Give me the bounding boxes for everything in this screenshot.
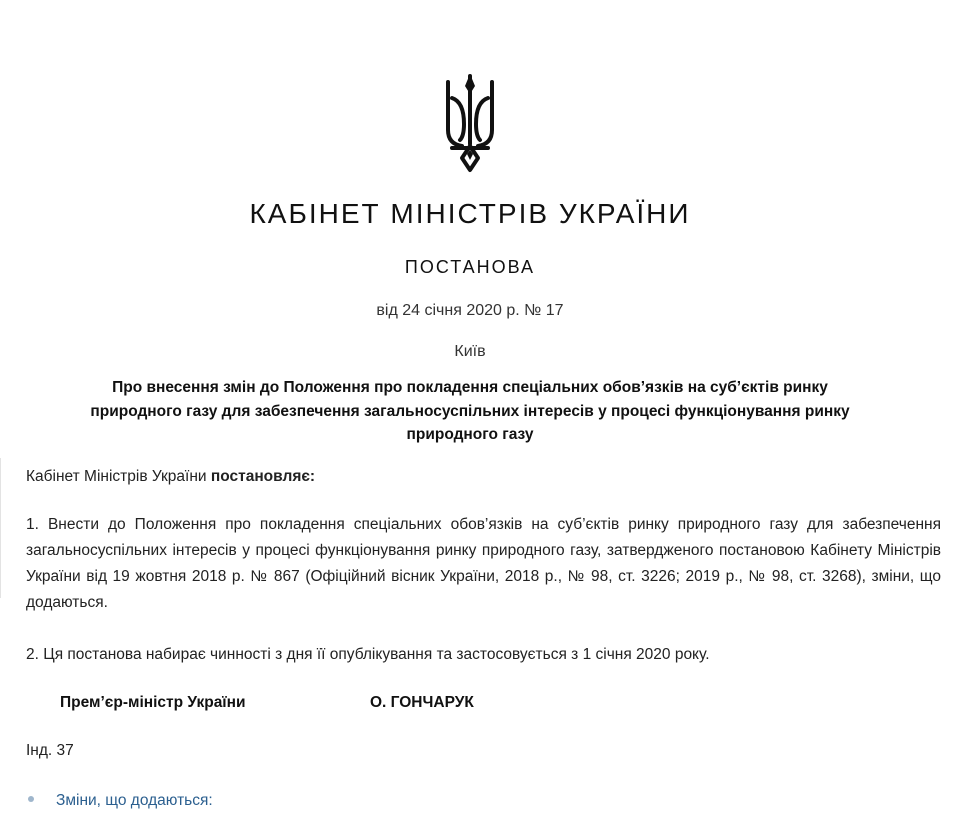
signatory-role: Прем’єр-міністр України [60, 694, 246, 711]
document-type: ПОСТАНОВА [404, 257, 536, 277]
document-title: Про внесення змін до Положення про покладення спеціальних обов’язків на суб’єктів ринку природного газу для забезпечення загальносуспільних інтересів у процесі функціонування ринку природного газу [90, 379, 850, 443]
document-date-number: від 24 січня 2020 р. № 17 [376, 302, 564, 319]
attachment-link[interactable]: Зміни, що додаються: [56, 792, 213, 809]
document-city: Київ [454, 343, 486, 360]
trident-coat-of-arms-icon [438, 74, 502, 174]
bullet-icon [28, 796, 34, 802]
authority-heading: КАБІНЕТ МІНІСТРІВ УКРАЇНИ [249, 198, 691, 229]
page-left-border [0, 458, 1, 598]
decree-item-2: 2. Ця постанова набирає чинності з дня її опублікування та застосовується з 1 січня 2020 року. [26, 646, 710, 663]
signatory-name: О. ГОНЧАРУК [370, 694, 474, 711]
attachment-list-item [28, 788, 213, 814]
intro-decree-word: постановляє: [210, 468, 316, 485]
document-index: Інд. 37 [26, 742, 74, 759]
decree-item-1: 1. Внести до Положення про покладення спеціальних обов’язків на суб’єктів ринку природного газу для забезпечення загальносуспільних інтересів у процесі функціонування ринку природного газу, затвердженого постановою Кабінету Міністрів України від 19 жовтня 2018 р. № 867 (Офіційний вісник України, 2018 р., № 98, ст. 3226; 2019 р., № 98, ст. 3268), зміни, що додаються. [26, 516, 941, 611]
intro-text: Кабінет Міністрів України [26, 468, 211, 485]
intro-paragraph [26, 464, 941, 490]
